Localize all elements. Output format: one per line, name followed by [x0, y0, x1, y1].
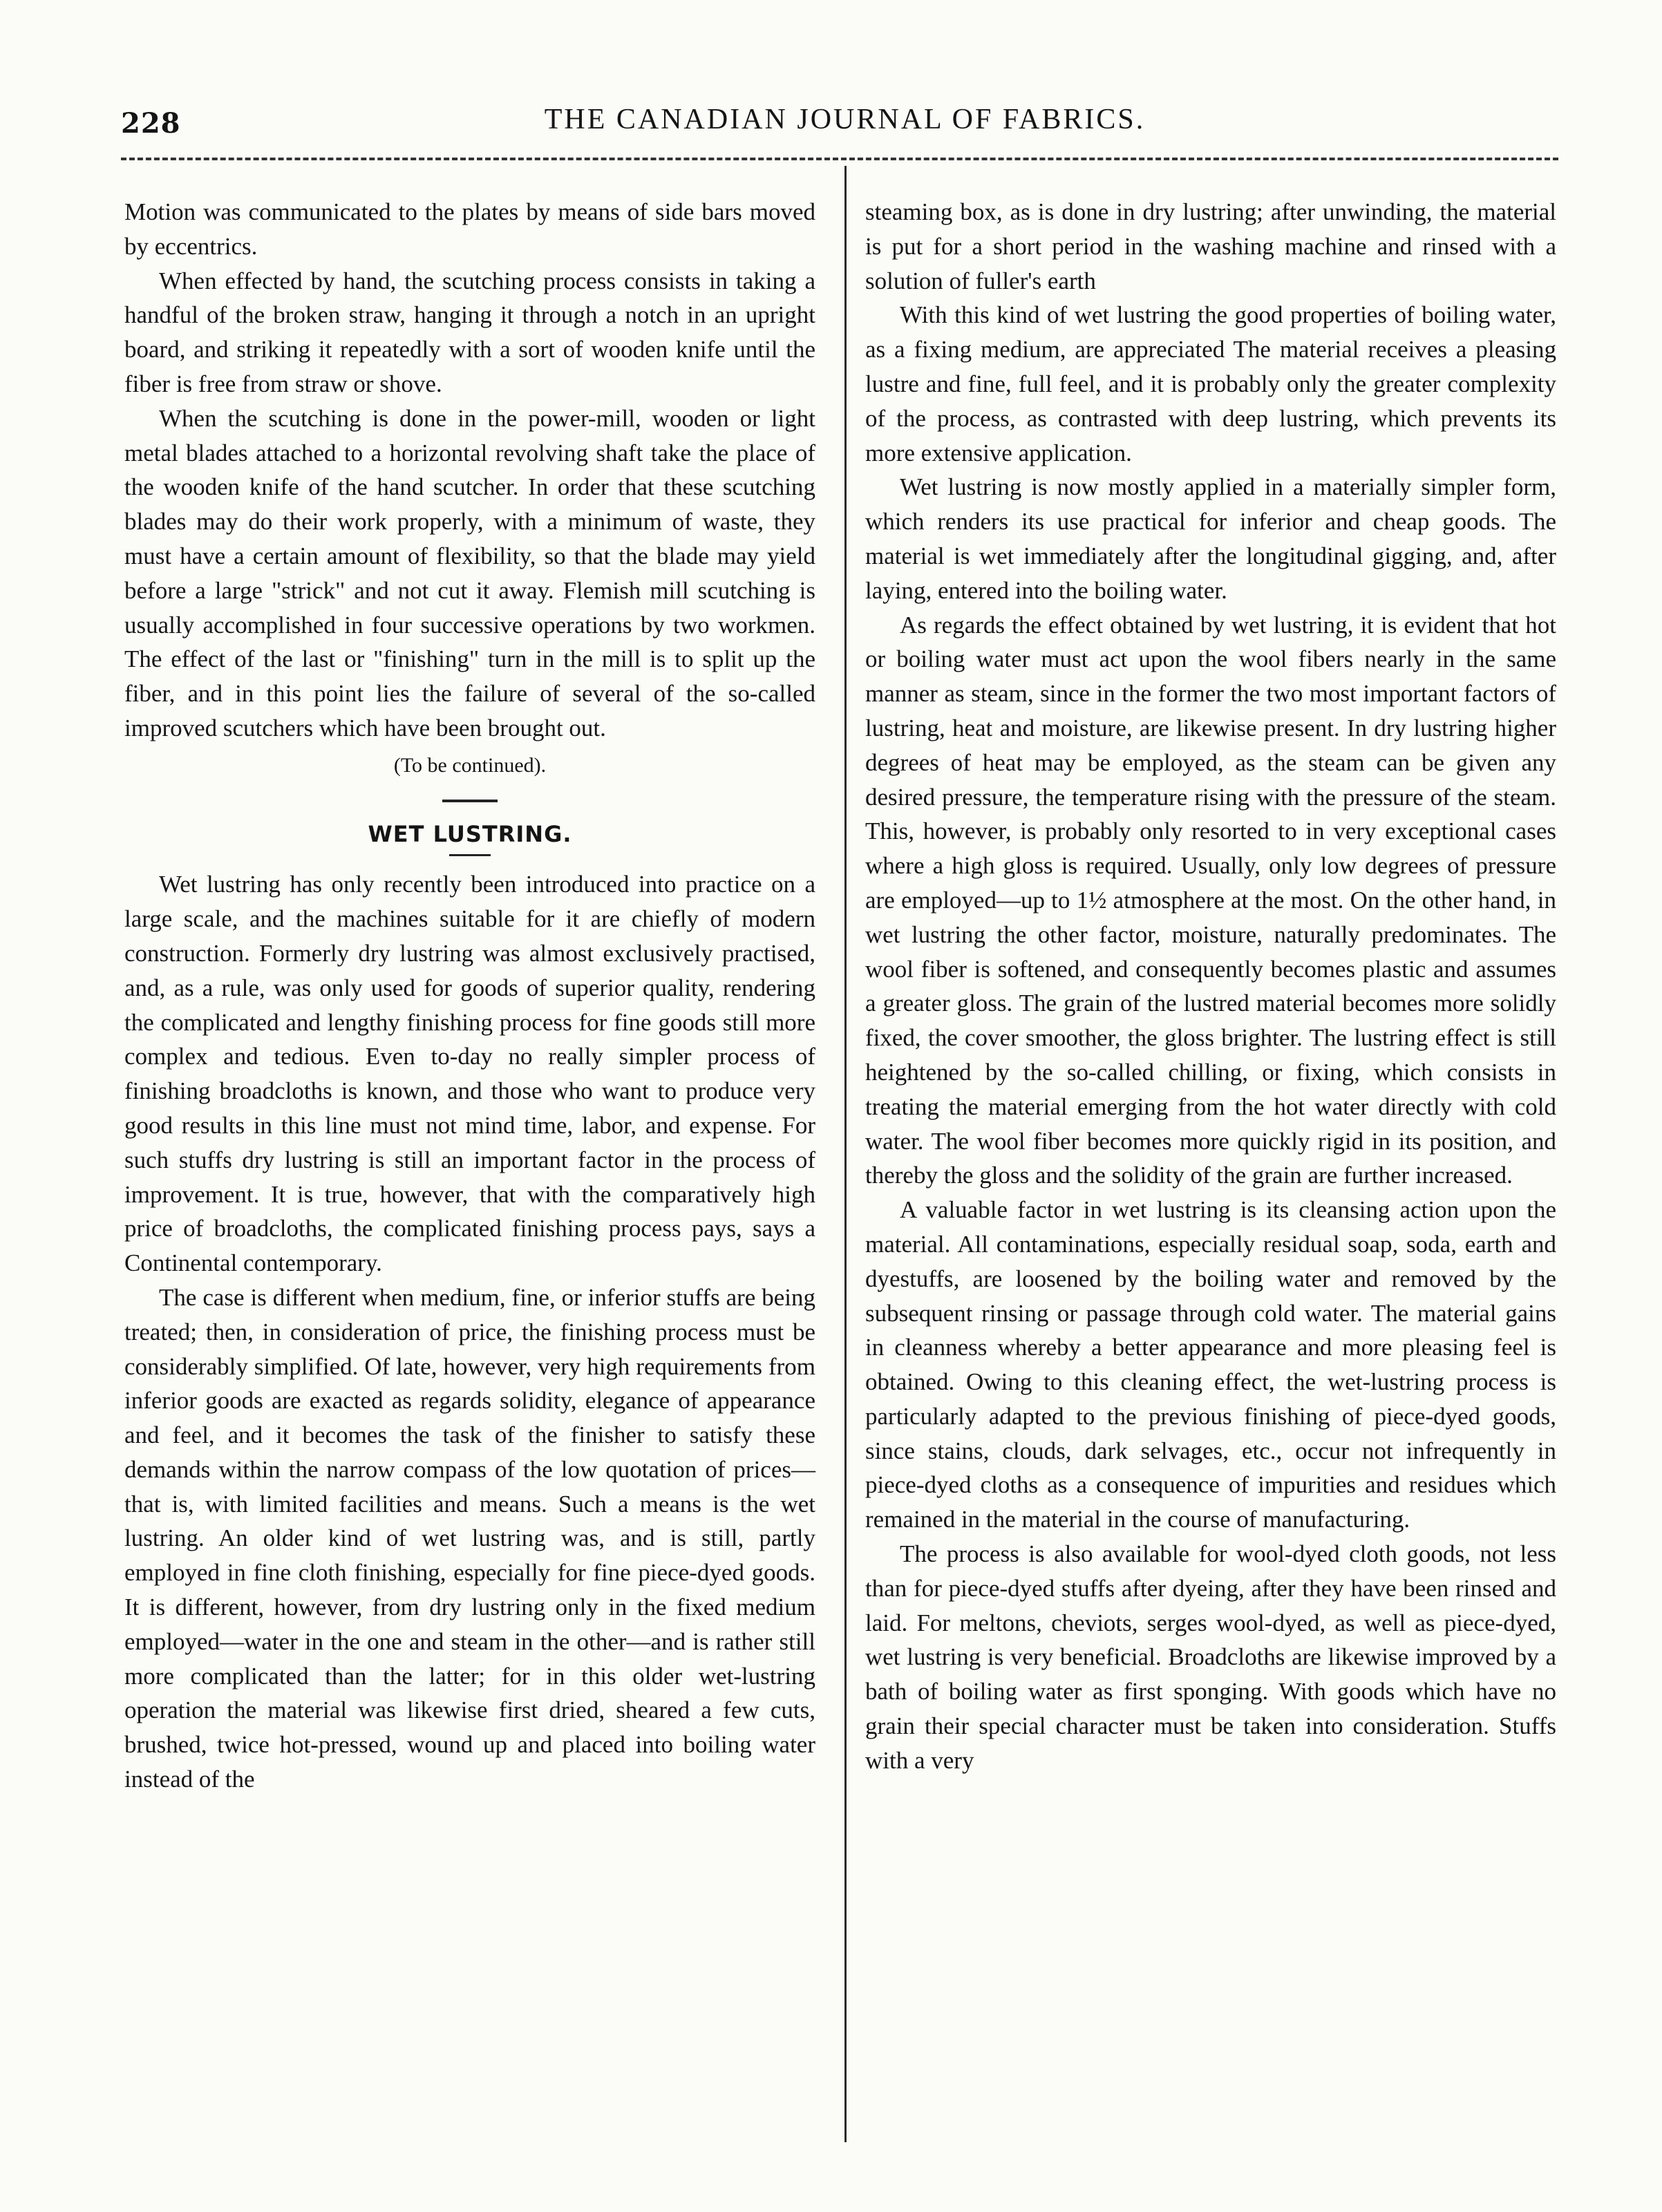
section-separator — [442, 800, 498, 802]
section-heading: WET LUSTRING. — [368, 820, 572, 847]
heading-rule — [449, 854, 491, 856]
paragraph: When the scutching is done in the power-mill, wooden or light metal blades attached to a horizontal revolving shaft take the place of the wooden knife of the hand scutcher. In order that these scutching blades may do their work properly, with a minimum of waste, they must have a certain amount of flexibility, so that the blade may yield before a large "strick" and not cut it away. Flemish mill scutching is usually accomplished in four successive operations by two workmen. The effect of the last or "finishing" turn in the mill is to split up the fiber, and in this point lies the failure of several of the so-called improved scutchers which have been brought out. — [124, 404, 815, 741]
column-divider — [844, 166, 847, 2142]
page-number: 228 — [121, 107, 181, 140]
paragraph: A valuable factor in wet lustring is its cleansing action upon the material. All contaminations, especially residual soap, soda, earth and dyestuffs, are loosened by the boiling water and removed by the subsequent rinsing or passage through cold water. The material gains in cleanness whereby a better appearance and more pleasing feel is obtained. Owing to this cleaning effect, the wet-lustring process is particularly adapted to the previous finishing of piece-dyed goods, since stains, clouds, dark selvages, etc., occur not infrequently in piece-dyed cloths as a consequence of impurities and residues which remained in the material in the course of manufacturing. — [865, 1196, 1556, 1533]
paragraph: The case is different when medium, fine, or inferior stuffs are being treated; then, in consideration of price, the finishing process must be considerably simplified. Of late, however, very high requirements from inferior goods are exacted as regards solidity, elegance of appearance and feel, and it becomes the task of the finisher to satisfy these demands within the narrow compass of the low quotation of prices—that is, with limited facilities and means. Such a means is the wet lustring. An older kind of wet lustring was, and is still, partly employed in fine cloth finishing, especially for fine piece-dyed goods. It is different, however, from dry lustring only in the fixed medium employed—water in the one and steam in the other—and is rather still more complicated than the latter; for in this older wet-lustring operation the material was likewise first dried, sheared a few cuts, brushed, twice hot-pressed, wound up and placed into boiling water instead of the — [124, 1283, 815, 1793]
paragraph: When effected by hand, the scutching process consists in taking a handful of the broken straw, hanging it through a notch in an upright board, and striking it repeatedly with a sort of wooden knife until the fiber is free from straw or shove. — [124, 267, 815, 397]
continued-note: (To be continued). — [393, 753, 547, 777]
left-column — [124, 195, 815, 1797]
page-header — [121, 104, 1569, 149]
paragraph: With this kind of wet lustring the good properties of boiling water, as a fixing medium, are appreciated The material receives a pleasing lustre and fine, full feel, and it is probably only the greater complexity of the process, as contrasted with deep lustring, which prevents its more extensive application. — [865, 301, 1556, 466]
paragraph: As regards the effect obtained by wet lustring, it is evident that hot or boiling water must act upon the wool fibers nearly in the same manner as steam, since in the former the two most important factors of lustring, heat and moisture, are likewise present. In dry lustring higher degrees of heat may be employed, as the steam can be given any desired pressure, the temperature rising with the pressure of the steam. This, however, is probably only resorted to in very exceptional cases where a high gloss is required. Usually, only low degrees of pressure are employed—up to 1½ atmosphere at the most. On the other hand, in wet lustring the other factor, moisture, naturally predominates. The wool fiber is softened, and consequently becomes plastic and assumes a greater gloss. The grain of the lustred material becomes more solidly fixed, the cover smoother, the gloss brighter. The lustring effect is still heightened by the so-called chilling, or fixing, which consists in treating the material emerging from the hot water directly with cold water. The wool fiber becomes more quickly rigid in its position, and thereby the gloss and the solidity of the grain are further increased. — [865, 611, 1556, 1189]
right-column — [865, 195, 1556, 1778]
paragraph: steaming box, as is done in dry lustring; after unwinding, the material is put for a short period in the washing machine and rinsed with a solution of fuller's earth — [865, 198, 1556, 294]
header-rule — [121, 158, 1558, 160]
journal-title: THE CANADIAN JOURNAL OF FABRICS. — [544, 104, 1146, 135]
paragraph: Motion was communicated to the plates by means of side bars moved by eccentrics. — [124, 198, 815, 260]
paragraph: Wet lustring is now mostly applied in a materially simpler form, which renders its use practical for inferior and cheap goods. The material is wet immediately after the longitudinal gigging, and, after laying, entered into the boiling water. — [865, 473, 1556, 604]
paragraph: The process is also available for wool-dyed cloth goods, not less than for piece-dyed stuffs after dyeing, after they have been rinsed and laid. For meltons, cheviots, serges wool-dyed, as well as piece-dyed, wet lustring is very beneficial. Broadcloths are likewise improved by a bath of boiling water as first sponging. With goods which have no grain their special character must be taken into consideration. Stuffs with a very — [865, 1540, 1556, 1774]
paragraph: Wet lustring has only recently been introduced into practice on a large scale, and the machines suitable for it are chiefly of modern construction. Formerly dry lustring was almost exclusively practised, and, as a rule, was only used for goods of superior quality, rendering the complicated and lengthy finishing process for fine goods still more complex and tedious. Even to-day no really simpler process of finishing broadcloths is known, and those who want to produce very good results in this line must not mind time, labor, and expense. For such stuffs dry lustring is still an important factor in the process of improvement. It is true, however, that with the comparatively high price of broadcloths, the complicated finishing process pays, says a Continental contemporary. — [124, 871, 815, 1277]
